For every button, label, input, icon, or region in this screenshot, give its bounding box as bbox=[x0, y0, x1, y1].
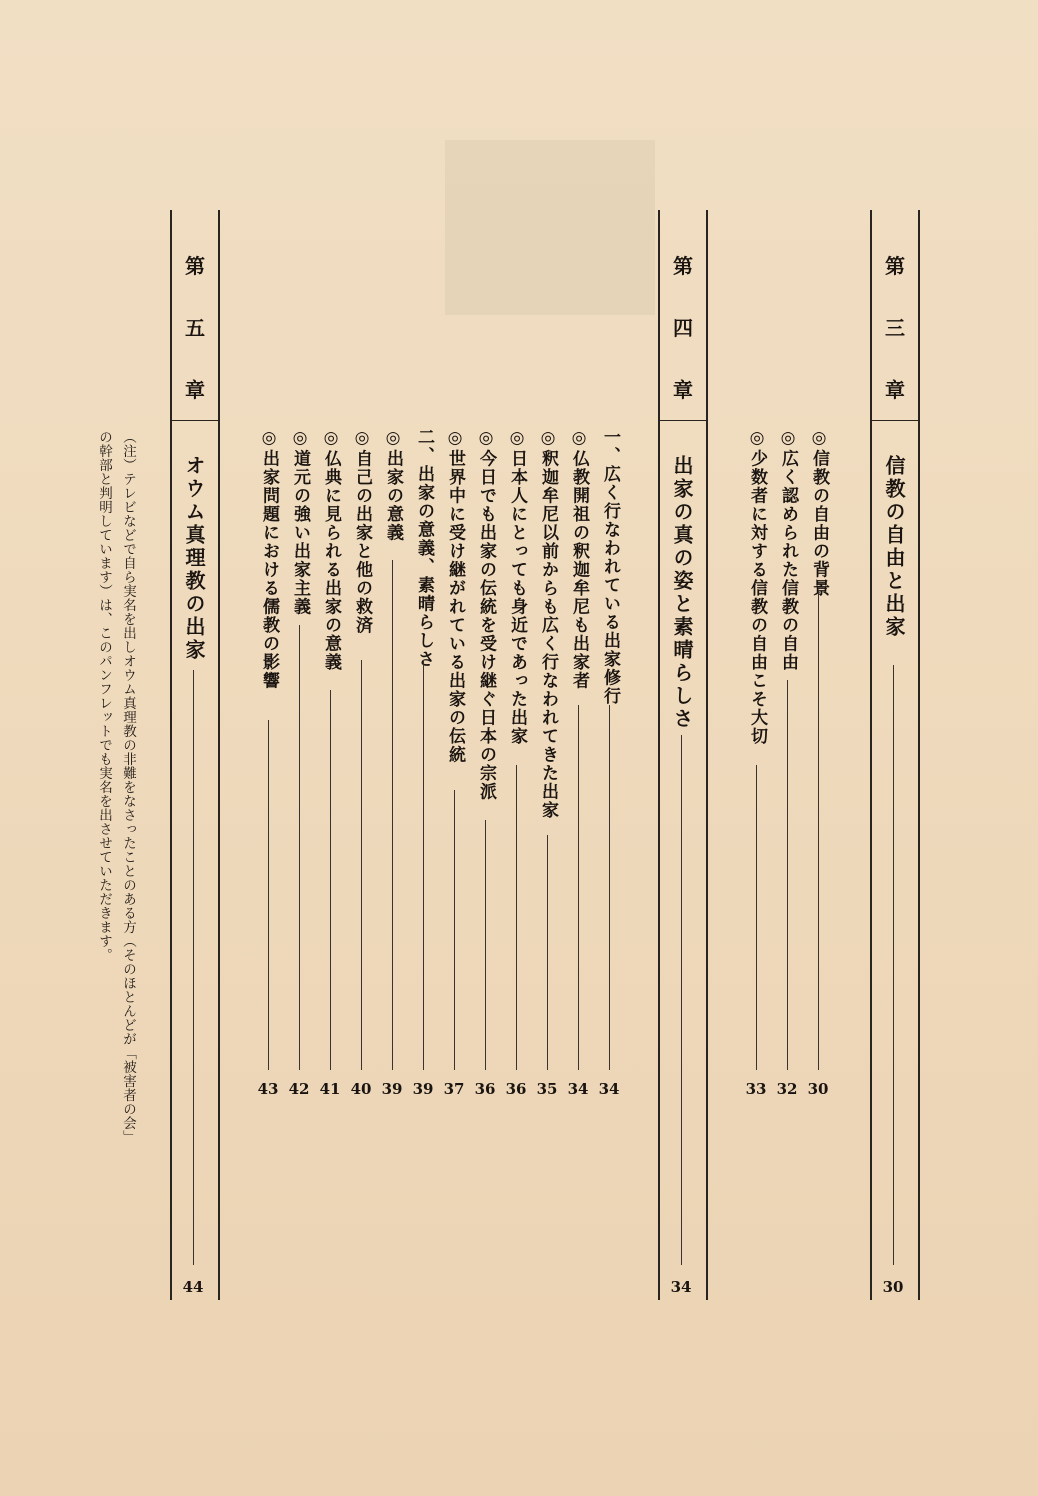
chapter-3-heading bbox=[872, 210, 918, 421]
chapter-4-item-1[interactable]: 一、広く行なわれている出家修行 bbox=[600, 428, 620, 706]
chapter-3-item-3-leader bbox=[756, 765, 757, 1070]
chapter-4-item-7-page: 39 bbox=[412, 1080, 434, 1098]
chapter-4-item-9-page: 40 bbox=[350, 1080, 372, 1098]
chapter-4-item-8[interactable]: ◎出家の意義 bbox=[383, 428, 403, 542]
chapter-4-item-12[interactable]: ◎出家問題における儒教の影響 bbox=[259, 428, 279, 690]
chapter-5-box bbox=[170, 210, 220, 1300]
chapter-4-box bbox=[658, 210, 708, 1300]
chapter-4-heading bbox=[660, 210, 706, 421]
chapter-4-item-10-page: 41 bbox=[319, 1080, 341, 1098]
chapter-4-item-9[interactable]: ◎自己の出家と他の救済 bbox=[352, 428, 372, 635]
chapter-4-item-7[interactable]: 二、出家の意義、素晴らしさ bbox=[414, 428, 434, 669]
chapter-4-item-11-leader bbox=[299, 625, 300, 1070]
chapter-4-char-3: 章 bbox=[673, 378, 693, 402]
chapter-4-item-1-page: 34 bbox=[598, 1080, 620, 1098]
chapter-4-item-8-page: 39 bbox=[381, 1080, 403, 1098]
chapter-4-item-3-leader bbox=[547, 835, 548, 1070]
chapter-5-char-3: 章 bbox=[185, 378, 205, 402]
chapter-3-item-2-leader bbox=[787, 680, 788, 1070]
chapter-5-char-1: 第 bbox=[185, 254, 205, 278]
chapter-3-page: 30 bbox=[882, 1278, 904, 1296]
chapter-4-item-11-page: 42 bbox=[288, 1080, 310, 1098]
chapter-4-item-1-leader bbox=[609, 705, 610, 1070]
chapter-3-item-3-page: 33 bbox=[745, 1080, 767, 1098]
chapter-3-char-1: 第 bbox=[885, 254, 905, 278]
chapter-4-item-4-leader bbox=[516, 765, 517, 1070]
chapter-3-item-1-leader bbox=[818, 590, 819, 1070]
chapter-3-item-3[interactable]: ◎少数者に対する信教の自由こそ大切 bbox=[747, 428, 767, 746]
chapter-4-item-8-leader bbox=[392, 560, 393, 1070]
chapter-4-item-5-page: 36 bbox=[474, 1080, 496, 1098]
chapter-3-item-1[interactable]: ◎信教の自由の背景 bbox=[809, 428, 829, 598]
bleed-through-shadow bbox=[445, 140, 655, 315]
chapter-4-item-6[interactable]: ◎世界中に受け継がれている出家の伝統 bbox=[445, 428, 465, 764]
chapter-5-char-2: 五 bbox=[185, 316, 205, 340]
chapter-4-title[interactable]: 出家の真の姿と素晴らしさ bbox=[670, 455, 694, 731]
chapter-4-item-6-leader bbox=[454, 790, 455, 1070]
chapter-3-item-2-page: 32 bbox=[776, 1080, 798, 1098]
chapter-4-item-11[interactable]: ◎道元の強い出家主義 bbox=[290, 428, 310, 616]
chapter-4-item-10[interactable]: ◎仏典に見られる出家の意義 bbox=[321, 428, 341, 672]
chapter-3-leader bbox=[893, 665, 894, 1265]
chapter-3-title[interactable]: 信教の自由と出家 bbox=[882, 455, 906, 639]
chapter-4-item-10-leader bbox=[330, 690, 331, 1070]
chapter-4-item-12-leader bbox=[268, 720, 269, 1070]
chapter-4-item-2-leader bbox=[578, 705, 579, 1070]
chapter-4-page: 34 bbox=[670, 1278, 692, 1296]
chapter-3-item-2[interactable]: ◎広く認められた信教の自由 bbox=[778, 428, 798, 672]
footnote-line-2: の幹部と判明しています）は、このパンフレットでも実名を出させていただきます。 bbox=[96, 430, 112, 962]
chapter-4-item-2-page: 34 bbox=[567, 1080, 589, 1098]
chapter-4-item-3[interactable]: ◎釈迦牟尼以前からも広く行なわれてきた出家 bbox=[538, 428, 558, 820]
chapter-5-heading bbox=[172, 210, 218, 421]
chapter-5-page: 44 bbox=[182, 1278, 204, 1296]
chapter-3-box bbox=[870, 210, 920, 1300]
chapter-4-char-2: 四 bbox=[673, 316, 693, 340]
chapter-4-item-12-page: 43 bbox=[257, 1080, 279, 1098]
chapter-4-item-5[interactable]: ◎今日でも出家の伝統を受け継ぐ日本の宗派 bbox=[476, 428, 496, 801]
chapter-4-leader bbox=[681, 735, 682, 1265]
chapter-4-item-7-leader bbox=[423, 660, 424, 1070]
chapter-3-char-2: 三 bbox=[885, 316, 905, 340]
chapter-5-title[interactable]: オウム真理教の出家 bbox=[182, 455, 206, 662]
chapter-4-char-1: 第 bbox=[673, 254, 693, 278]
chapter-4-item-4-page: 36 bbox=[505, 1080, 527, 1098]
footnote-line-1: （注）テレビなどで自ら実名を出しオウム真理教の非難をなさったことのある方（そのほとんどが「被害者の会」 bbox=[120, 430, 136, 1144]
chapter-4-item-3-page: 35 bbox=[536, 1080, 558, 1098]
chapter-5-leader bbox=[193, 670, 194, 1265]
chapter-4-item-2[interactable]: ◎仏教開祖の釈迦牟尼も出家者 bbox=[569, 428, 589, 690]
chapter-4-item-5-leader bbox=[485, 820, 486, 1070]
chapter-4-item-4[interactable]: ◎日本人にとっても身近であった出家 bbox=[507, 428, 527, 746]
chapter-3-item-1-page: 30 bbox=[807, 1080, 829, 1098]
chapter-3-char-3: 章 bbox=[885, 378, 905, 402]
chapter-4-item-6-page: 37 bbox=[443, 1080, 465, 1098]
chapter-4-item-9-leader bbox=[361, 660, 362, 1070]
